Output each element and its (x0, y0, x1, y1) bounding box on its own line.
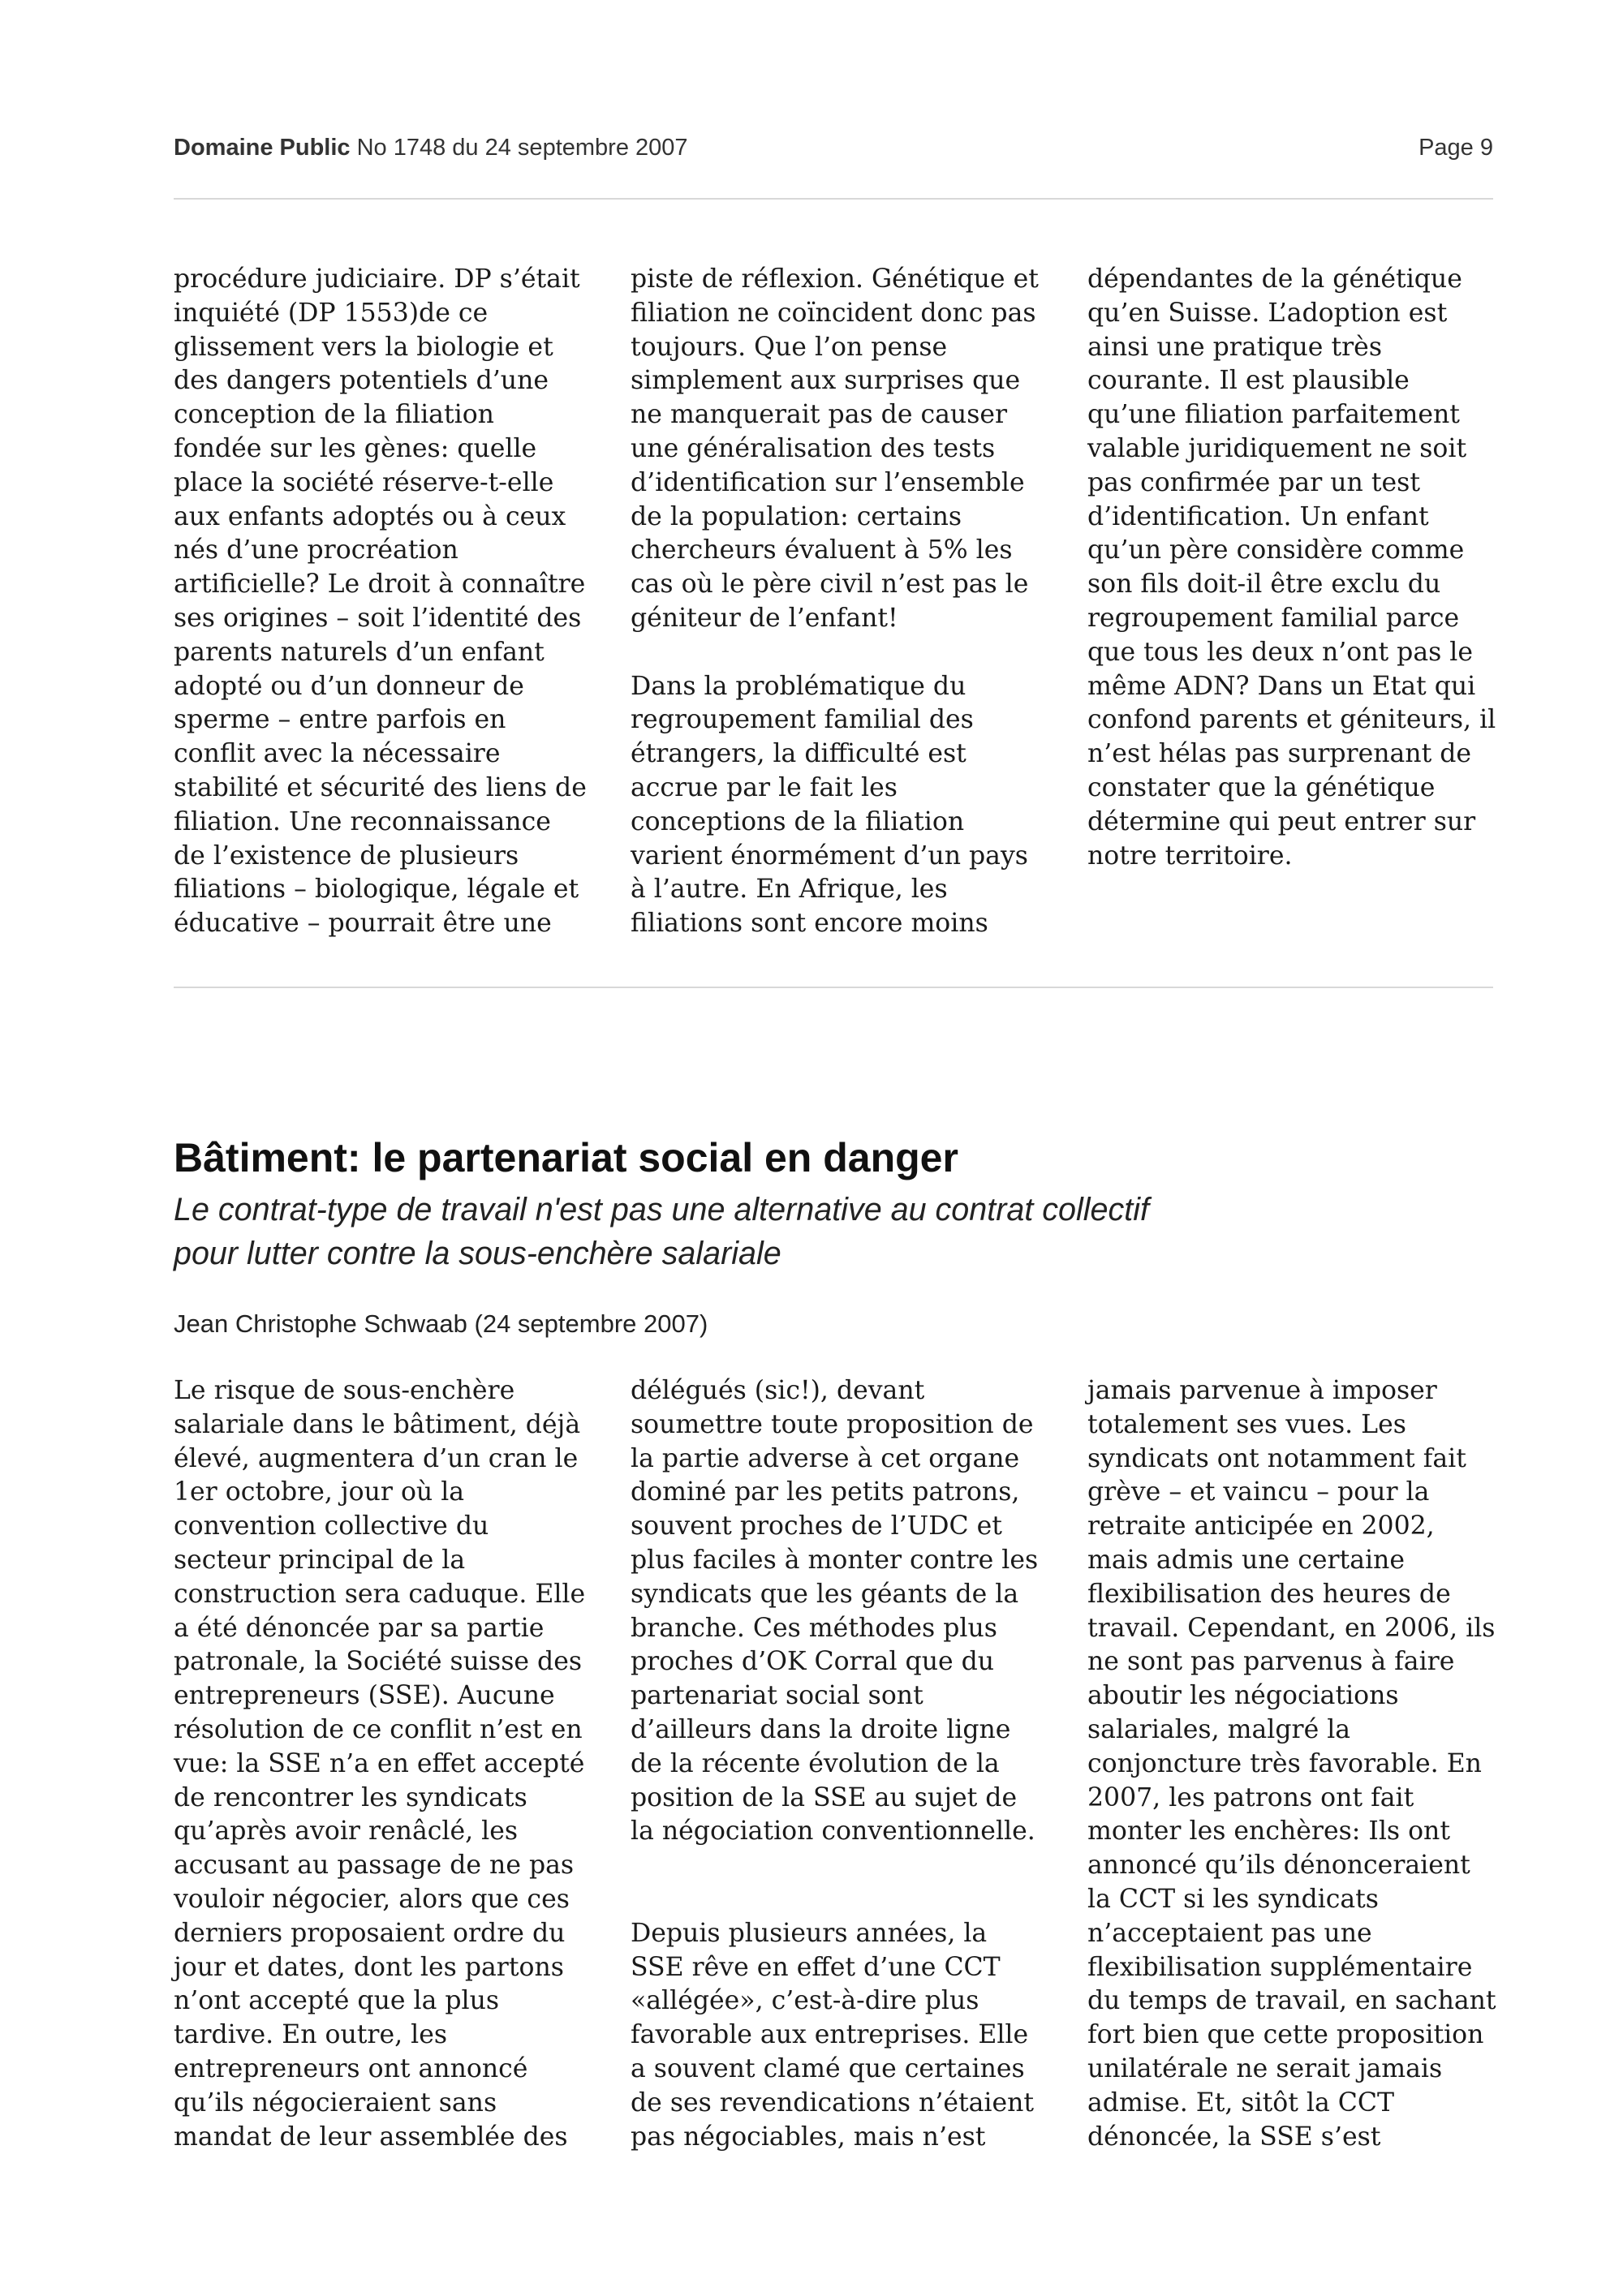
article-byline: Jean Christophe Schwaab (24 septembre 2007) (174, 1309, 708, 1338)
paragraph: Dans la problématique du regroupement familial des étrangers, la difficulté est accrue par le fait les conceptions de la filiation varient énormément d’un pays à l’autre. En Afrique, les filiations sont encore moins (631, 671, 1028, 939)
article-column-2 (631, 1374, 1069, 2154)
article-divider (174, 987, 1493, 988)
paragraph: délégués (sic!), devant soumettre toute proposition de la partie adverse à cet organe dominé par les petits patrons, souvent proches de l’UDC et plus faciles à monter contre les syndicats que les géants de la branche. Ces méthodes plus proches d’OK Corral que du partenariat social sont d’ailleurs dans la droite ligne de la récente évolution de la position de la SSE au sujet de la négociation conventionnelle. (631, 1376, 1039, 1847)
previous-article-column-1 (174, 263, 612, 941)
paragraph: jamais parvenue à imposer totalement ses vues. Les syndicats ont notamment fait grève – et vaincu – pour la retraite anticipée en 2002, mais admis une certaine flexibilisation des heures de travail. Cependant, en 2006, ils ne sont pas parvenus à faire aboutir les négociations salariales, malgré la conjoncture très favorable. En 2007, les patrons ont fait monter les enchères: Ils ont annoncé qu’ils dénonceraient la CCT si les syndicats n’acceptaient pas une flexibilisation supplémentaire du temps de travail, en sachant fort bien que cette proposition unilatérale ne serait jamais admise. Et, sitôt la CCT dénoncée, la SSE s’est (1087, 1376, 1496, 2152)
paragraph: procédure judiciaire. DP s’était inquiété (DP 1553)de ce glissement vers la biologie et des dangers potentiels d’une conception de la filiation fondée sur les gènes: quelle place la société réserve-t-elle aux enfants adoptés ou à ceux nés d’une procréation artificielle? Le droit à connaître ses origines – soit l’identité des parents naturels d’un enfant adopté ou d’un donneur de sperme – entre parfois en conflit avec la nécessaire stabilité et sécurité des liens de filiation. Une reconnaissance de l’existence de plusieurs filiations – biologique, légale et éducative – pourrait être une (174, 264, 587, 939)
article-title: Bâtiment: le partenariat social en danger (174, 1135, 958, 1180)
previous-article-column-2 (631, 263, 1069, 941)
paragraph: dépendantes de la génétique qu’en Suisse. L’adoption est ainsi une pratique très courante. Il est plausible qu’une filiation parfaitement valable juridiquement ne soit pas confirmée par un test d’identification. Un enfant qu’un père considère comme son fils doit-il être exclu du regroupement familial parce que tous les deux n’ont pas le même ADN? Dans un Etat qui confond parents et géniteurs, il n’est hélas pas surprenant de constater que la génétique détermine qui peut entrer sur notre territoire. (1087, 264, 1496, 871)
page-number: Page 9 (1419, 135, 1493, 161)
page-header (174, 135, 1493, 167)
publication-name: Domaine Public (174, 135, 351, 161)
paragraph: piste de réflexion. Génétique et filiation ne coïncident donc pas toujours. Que l’on pense simplement aux surprises que ne manquerait pas de causer une généralisation des tests d’identification sur l’ensemble de la population: certains chercheurs évaluent à 5% les cas où le père civil n’est pas le géniteur de l’enfant! (631, 264, 1039, 633)
article-column-3 (1087, 1374, 1526, 2154)
previous-article-column-3 (1087, 263, 1526, 873)
article-subtitle: Le contrat-type de travail n'est pas une alternative au contrat collectif pour lutter contre la sous-enchère salariale (174, 1192, 1149, 1271)
paragraph: Depuis plusieurs années, la SSE rêve en effet d’une CCT «allégée», c’est-à-dire plus favorable aux entreprises. Elle a souvent clamé que certaines de ses revendications n’étaient pas négociables, mais n’est (631, 1918, 1035, 2152)
issue-info: No 1748 du 24 septembre 2007 (356, 135, 688, 161)
paragraph: Le risque de sous-enchère salariale dans le bâtiment, déjà élevé, augmentera d’un cran le 1er octobre, jour où la convention collective du secteur principal de la construction sera caduque. Elle a été dénoncée par sa partie patronale, la Société suisse des entrepreneurs (SSE). Aucune résolution de ce conflit n’est en vue: la SSE n’a en effet accepté de rencontrer les syndicats qu’après avoir renâclé, les accusant au passage de ne pas vouloir négocier, alors que ces derniers proposaient ordre du jour et dates, dont les partons n’ont accepté que la plus tardive. En outre, les entrepreneurs ont annoncé qu’ils négocieraient sans mandat de leur assemblée des (174, 1376, 586, 2152)
header-divider (174, 198, 1493, 200)
article-column-1 (174, 1374, 612, 2154)
